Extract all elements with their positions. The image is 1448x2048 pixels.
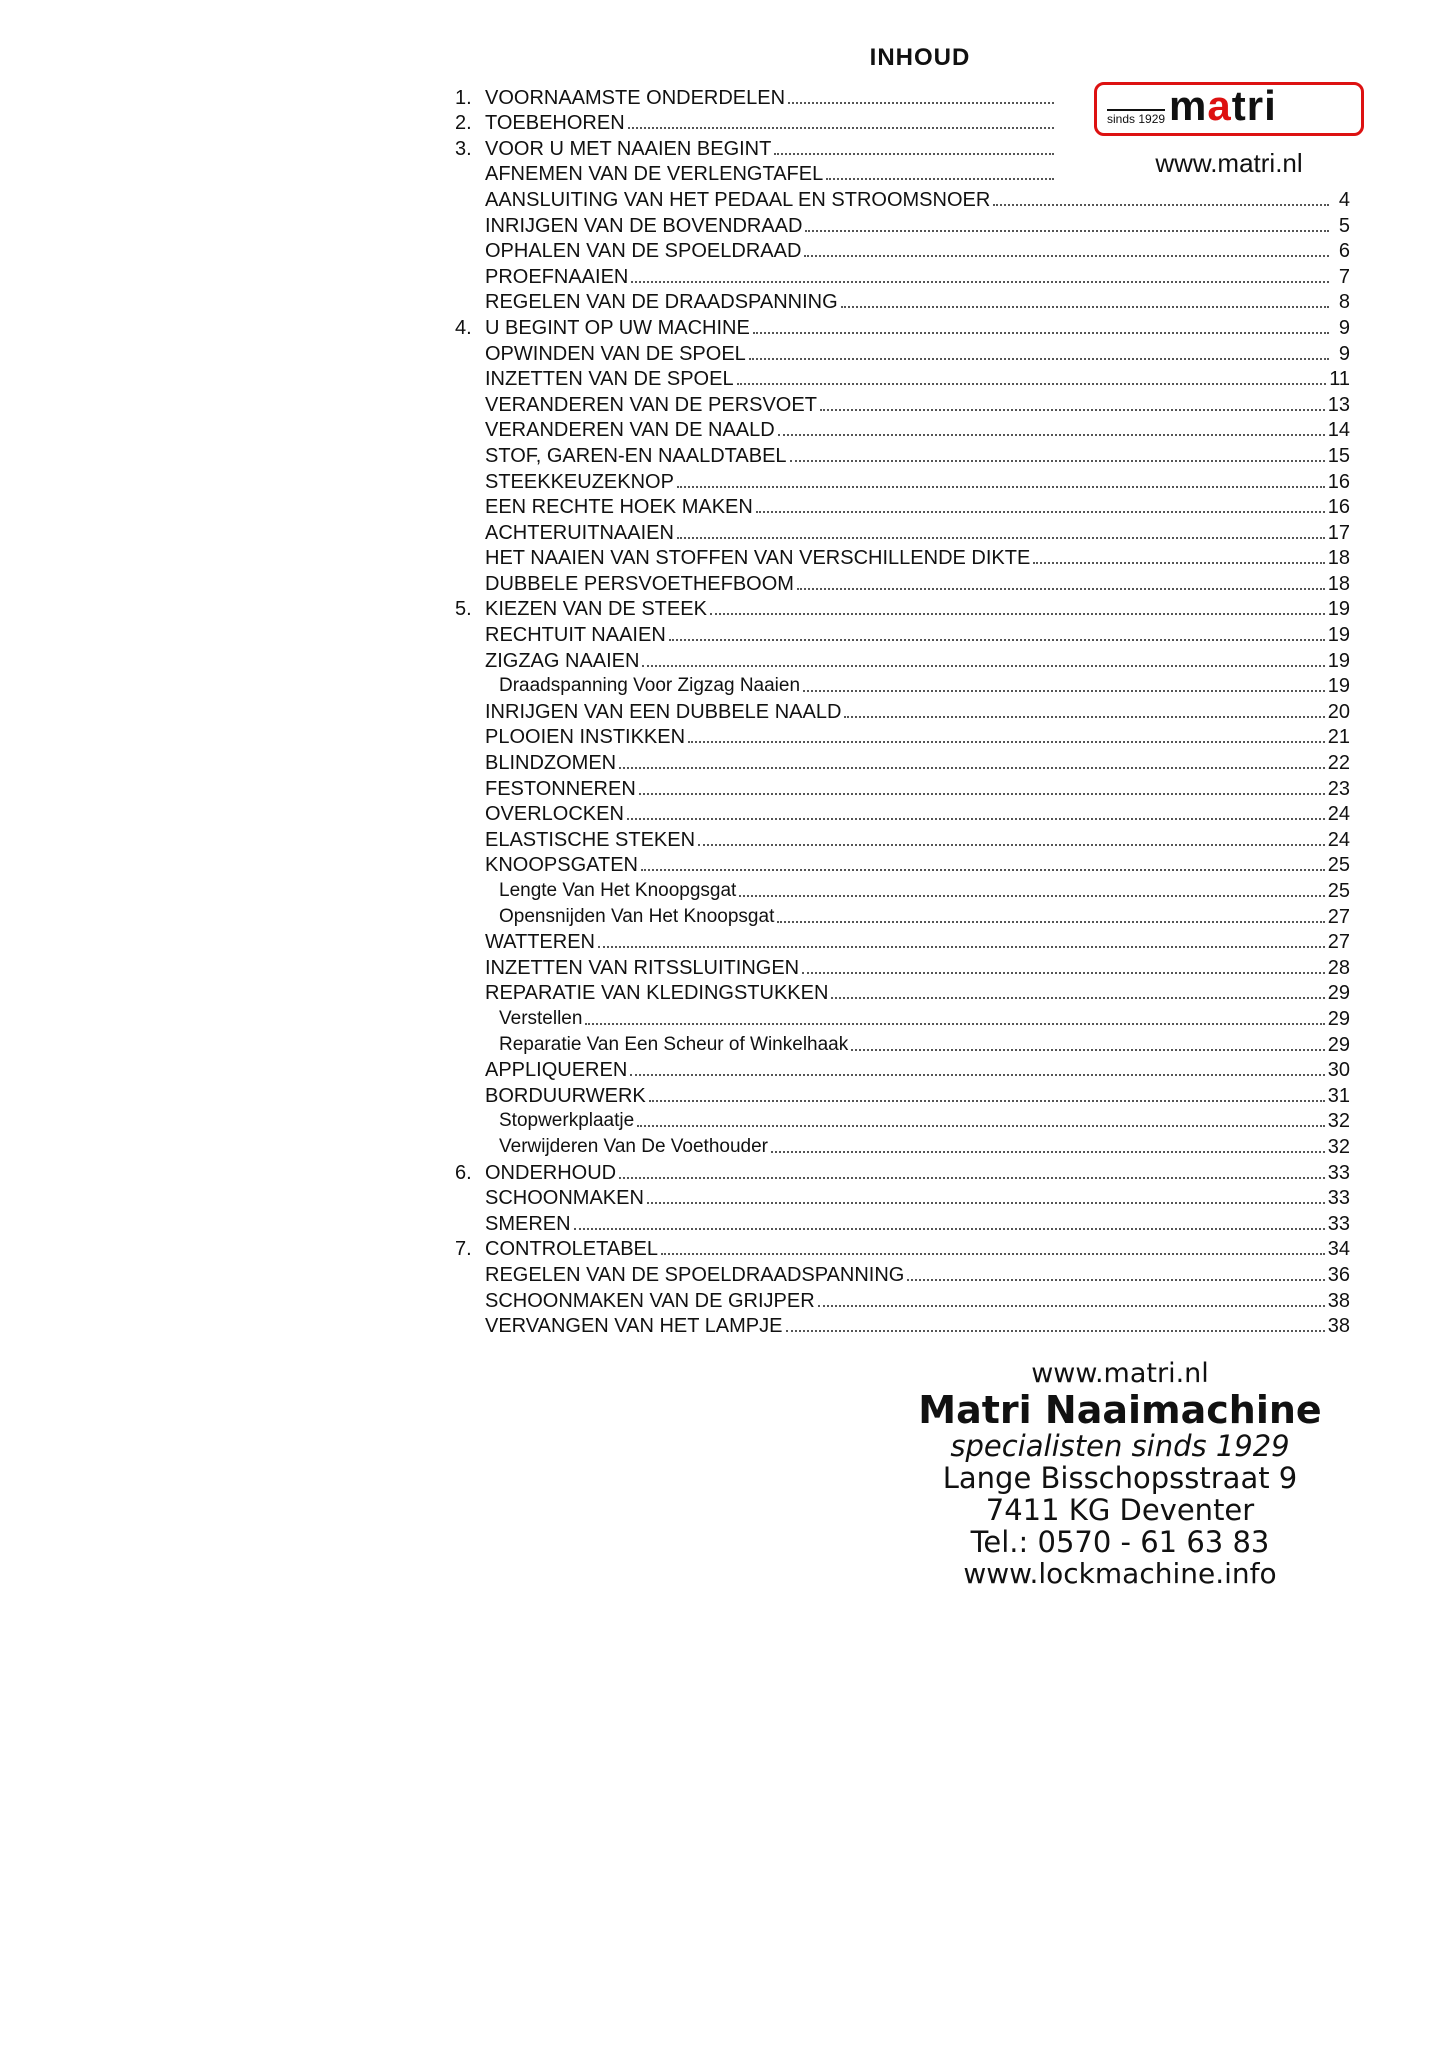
toc-entry-page: 24 [1327,803,1350,826]
toc-entry [455,211,1350,237]
toc-dot-leader [641,869,1325,871]
toc-dot-leader [777,921,1324,923]
toc-entry-page: 31 [1327,1084,1350,1107]
toc-dot-leader [627,818,1325,820]
toc-entry-page: 24 [1327,828,1350,851]
table-of-contents [455,83,1350,1337]
stamp-street: Lange Bisschopsstraat 9 [942,1461,1298,1495]
toc-entry-page: 33 [1327,1187,1350,1210]
toc-entry-page: 11 [1329,368,1350,391]
toc-dot-leader [820,409,1325,411]
toc-entry-page: 22 [1327,752,1350,775]
toc-dot-leader [642,665,1324,667]
toc-entry-title: ZIGZAG NAAIEN [485,649,640,672]
toc-entry-page: 29 [1327,982,1350,1005]
toc-entry [455,1081,1350,1107]
toc-entry [455,1260,1350,1286]
page-title: INHOUD [869,44,971,71]
toc-entry-page: 15 [1327,444,1350,467]
toc-entry [455,262,1350,288]
toc-entry [455,1312,1350,1338]
toc-entry [455,339,1350,365]
toc-dot-leader [585,1023,1324,1025]
toc-entry-title: DUBBELE PERSVOETHEFBOOM [485,572,794,595]
toc-entry-page: 19 [1327,624,1350,647]
toc-entry-title: Lengte Van Het Knoopgsgat [499,880,737,901]
toc-dot-leader [831,997,1324,999]
toc-entry-title: INZETTEN VAN RITSSLUITINGEN [485,956,800,979]
toc-dot-leader [749,358,1329,360]
toc-entry-page: 27 [1327,931,1350,954]
stamp-company-name: Matri Naaimachine [918,1388,1322,1432]
toc-entry [455,1235,1350,1261]
toc-entry-title: KIEZEN VAN DE STEEK [485,598,707,621]
toc-entry-title: BORDUURWERK [485,1084,646,1107]
toc-dot-leader [574,1228,1325,1230]
toc-entry [455,1158,1350,1184]
toc-entry-title: ONDERHOUD [485,1161,617,1184]
toc-entry [455,390,1350,416]
toc-entry-title: OPWINDEN VAN DE SPOEL [485,342,746,365]
stamp-phone: Tel.: 0570 - 61 63 83 [970,1525,1270,1559]
toc-entry-number: 1. [455,86,472,109]
toc-entry-number: 3. [455,137,472,160]
toc-entry [455,1107,1350,1133]
toc-entry-title: RECHTUIT NAAIEN [485,624,666,647]
toc-entry [455,569,1350,595]
toc-entry-page: 6 [1338,240,1350,263]
toc-entry-page: 33 [1327,1212,1350,1235]
toc-dot-leader [851,1049,1325,1051]
toc-entry [455,697,1350,723]
toc-dot-leader [907,1279,1324,1281]
toc-entry-title: TOEBEHOREN [485,112,625,135]
toc-entry-page: 5 [1338,214,1350,237]
toc-entry-title: FESTONNEREN [485,777,636,800]
toc-entry-page: 32 [1327,1135,1350,1158]
toc-entry-page: 30 [1327,1059,1350,1082]
toc-entry-title: VERANDEREN VAN DE PERSVOET [485,393,817,416]
toc-entry-title: PROEFNAAIEN [485,265,629,288]
toc-entry-title: SMEREN [485,1212,571,1235]
toc-dot-leader [788,102,1054,104]
toc-entry-page: 17 [1327,521,1350,544]
toc-entry [455,723,1350,749]
toc-entry [455,825,1350,851]
toc-entry [455,134,1075,160]
toc-entry-title: ACHTERUITNAAIEN [485,521,674,544]
toc-entry-page: 29 [1327,1033,1350,1056]
toc-dot-leader [688,741,1325,743]
toc-entry-title: ELASTISCHE STEKEN [485,828,696,851]
toc-entry-title: VOOR U MET NAAIEN BEGINT [485,137,772,160]
stamp-city: 7411 KG Deventer [985,1493,1255,1527]
toc-entry-title: CONTROLETABEL [485,1238,658,1261]
toc-entry-title: REPARATIE VAN KLEDINGSTUKKEN [485,982,829,1005]
toc-entry [455,83,1075,109]
toc-entry-title: Stopwerkplaatje [499,1110,635,1132]
toc-dot-leader [677,537,1325,539]
toc-dot-leader [753,332,1329,334]
logo-wordmark: matri [1169,82,1277,129]
toc-dot-leader [698,844,1325,846]
toc-entry-number: 6. [455,1161,472,1184]
toc-entry [455,672,1350,698]
toc-entry [455,774,1350,800]
toc-entry [455,1132,1350,1158]
toc-entry-title: INZETTEN VAN DE SPOEL [485,368,734,391]
toc-entry-title: REGELEN VAN DE DRAADSPANNING [485,291,838,314]
toc-entry-title: OPHALEN VAN DE SPOELDRAAD [485,240,802,263]
toc-entry [455,928,1350,954]
toc-entry-page: 19 [1327,675,1350,698]
toc-entry-page: 36 [1327,1263,1350,1286]
stamp-tagline: specialisten sinds 1929 [950,1429,1290,1463]
dealer-stamp [880,1358,1360,1590]
toc-dot-leader [637,1125,1325,1127]
toc-entry [455,441,1350,467]
toc-entry [455,518,1350,544]
toc-entry-title: WATTEREN [485,931,595,954]
toc-dot-leader [737,383,1327,385]
toc-entry-title: EEN RECHTE HOEK MAKEN [485,496,753,519]
toc-dot-leader [818,1305,1325,1307]
toc-dot-leader [774,153,1054,155]
toc-entry-page: 38 [1327,1289,1350,1312]
toc-dot-leader [669,639,1325,641]
toc-entry-title: VERANDEREN VAN DE NAALD [485,419,775,442]
toc-entry-title: STOF, GAREN-EN NAALDTABEL [485,444,787,467]
toc-entry [455,288,1350,314]
toc-entry-title: AFNEMEN VAN DE VERLENGTAFEL [485,163,824,186]
toc-entry-page: 19 [1327,598,1350,621]
toc-dot-leader [790,460,1325,462]
toc-entry-title: PLOOIEN INSTIKKEN [485,726,686,749]
toc-entry-page: 18 [1327,547,1350,570]
toc-dot-leader [826,178,1054,180]
toc-entry-title: REGELEN VAN DE SPOELDRAADSPANNING [485,1263,905,1286]
toc-entry-page: 20 [1327,700,1350,723]
toc-entry [455,646,1350,672]
toc-entry [455,979,1350,1005]
toc-entry [455,160,1075,186]
toc-entry [455,953,1350,979]
toc-dot-leader [841,306,1329,308]
toc-dot-leader [598,946,1325,948]
matri-logo [1094,82,1364,136]
toc-dot-leader [630,1074,1324,1076]
toc-entry [455,851,1350,877]
toc-entry-title: INRIJGEN VAN EEN DUBBELE NAALD [485,700,842,723]
toc-dot-leader [802,972,1325,974]
toc-entry [455,237,1350,263]
toc-dot-leader [805,230,1329,232]
toc-entry-page: 14 [1327,419,1350,442]
toc-entry-page: 21 [1327,726,1350,749]
toc-entry [455,416,1350,442]
toc-entry [455,748,1350,774]
toc-entry [455,1286,1350,1312]
stamp-url: www.matri.nl [1031,1358,1209,1389]
toc-dot-leader [677,486,1325,488]
toc-entry-number: 7. [455,1238,472,1261]
toc-entry-page: 25 [1327,880,1350,902]
toc-entry-number: 2. [455,112,472,135]
toc-entry [455,185,1350,211]
toc-entry-title: Verstellen [499,1007,583,1029]
toc-entry-title: U BEGINT OP UW MACHINE [485,316,750,339]
toc-entry [455,544,1350,570]
toc-entry-title: INRIJGEN VAN DE BOVENDRAAD [485,214,803,237]
toc-dot-leader [661,1253,1325,1255]
toc-entry-page: 9 [1338,342,1350,365]
toc-entry-page: 19 [1327,649,1350,672]
toc-entry-page: 28 [1327,956,1350,979]
toc-dot-leader [844,716,1324,718]
toc-dot-leader [993,204,1329,206]
toc-dot-leader [739,895,1324,897]
toc-entry [455,313,1350,339]
toc-entry-title: VOORNAAMSTE ONDERDELEN [485,86,786,109]
toc-dot-leader [619,767,1325,769]
toc-entry-page: 27 [1327,905,1350,928]
logo-url: www.matri.nl [1155,148,1303,178]
toc-dot-leader [778,434,1325,436]
toc-entry [455,109,1075,135]
toc-dot-leader [649,1100,1325,1102]
toc-entry [455,467,1350,493]
toc-entry [455,876,1350,902]
toc-entry-title: STEEKKEUZEKNOP [485,470,674,493]
toc-entry [455,1056,1350,1082]
toc-entry [455,365,1350,391]
toc-dot-leader [803,690,1325,692]
toc-entry-title: OVERLOCKEN [485,803,624,826]
toc-entry-title: HET NAAIEN VAN STOFFEN VAN VERSCHILLENDE DIKTE [485,547,1031,570]
toc-dot-leader [628,127,1054,129]
toc-dot-leader [771,1151,1325,1153]
toc-dot-leader [710,613,1325,615]
toc-entry-page: 13 [1327,393,1350,416]
stamp-url-secondary: www.lockmachine.info [963,1557,1277,1590]
toc-entry-title: KNOOPSGATEN [485,854,638,877]
toc-entry-page: 38 [1327,1315,1350,1338]
toc-entry-number: 4. [455,316,472,339]
toc-entry-title: SCHOONMAKEN VAN DE GRIJPER [485,1289,815,1312]
toc-entry-page: 23 [1327,777,1350,800]
toc-entry-title: BLINDZOMEN [485,752,617,775]
toc-entry [455,620,1350,646]
toc-entry [455,493,1350,519]
toc-entry-title: Opensnijden Van Het Knoopsgat [499,905,775,927]
toc-entry [455,902,1350,928]
toc-entry-title: SCHOONMAKEN [485,1187,644,1210]
toc-entry-title: VERVANGEN VAN HET LAMPJE [485,1315,783,1338]
toc-entry-page: 18 [1327,572,1350,595]
toc-entry-title: Verwijderen Van De Voethouder [499,1135,768,1157]
toc-dot-leader [639,793,1325,795]
toc-entry-page: 16 [1327,496,1350,519]
toc-entry-page: 32 [1327,1110,1350,1133]
toc-entry [455,1030,1350,1056]
toc-entry-page: 8 [1338,291,1350,314]
toc-entry-title: Draadspanning Voor Zigzag Naaien [499,675,801,697]
toc-entry [455,1209,1350,1235]
toc-entry-page: 29 [1327,1007,1350,1030]
toc-entry-number: 5. [455,598,472,621]
toc-dot-leader [797,588,1325,590]
toc-entry-page: 4 [1338,188,1350,211]
toc-dot-leader [619,1177,1325,1179]
toc-entry-page: 7 [1338,265,1350,288]
toc-entry-title: AANSLUITING VAN HET PEDAAL EN STROOMSNOER [485,188,991,211]
toc-dot-leader [647,1202,1325,1204]
toc-dot-leader [804,255,1329,257]
toc-dot-leader [756,511,1325,513]
toc-entry-page: 25 [1327,854,1350,877]
toc-dot-leader [1033,562,1324,564]
toc-entry [455,1184,1350,1210]
toc-entry [455,800,1350,826]
logo-since-label: sinds 1929 [1107,109,1165,126]
toc-entry-title: APPLIQUEREN [485,1059,628,1082]
toc-entry-page: 16 [1327,470,1350,493]
toc-entry [455,1004,1350,1030]
toc-entry-page: 33 [1327,1161,1350,1184]
toc-dot-leader [786,1330,1325,1332]
logo-machine-glyph: a [1207,82,1232,129]
toc-entry-page: 9 [1338,316,1350,339]
toc-dot-leader [631,281,1329,283]
toc-entry-page: 34 [1327,1238,1350,1261]
toc-entry-title: Reparatie Van Een Scheur of Winkelhaak [499,1033,849,1055]
toc-entry [455,595,1350,621]
